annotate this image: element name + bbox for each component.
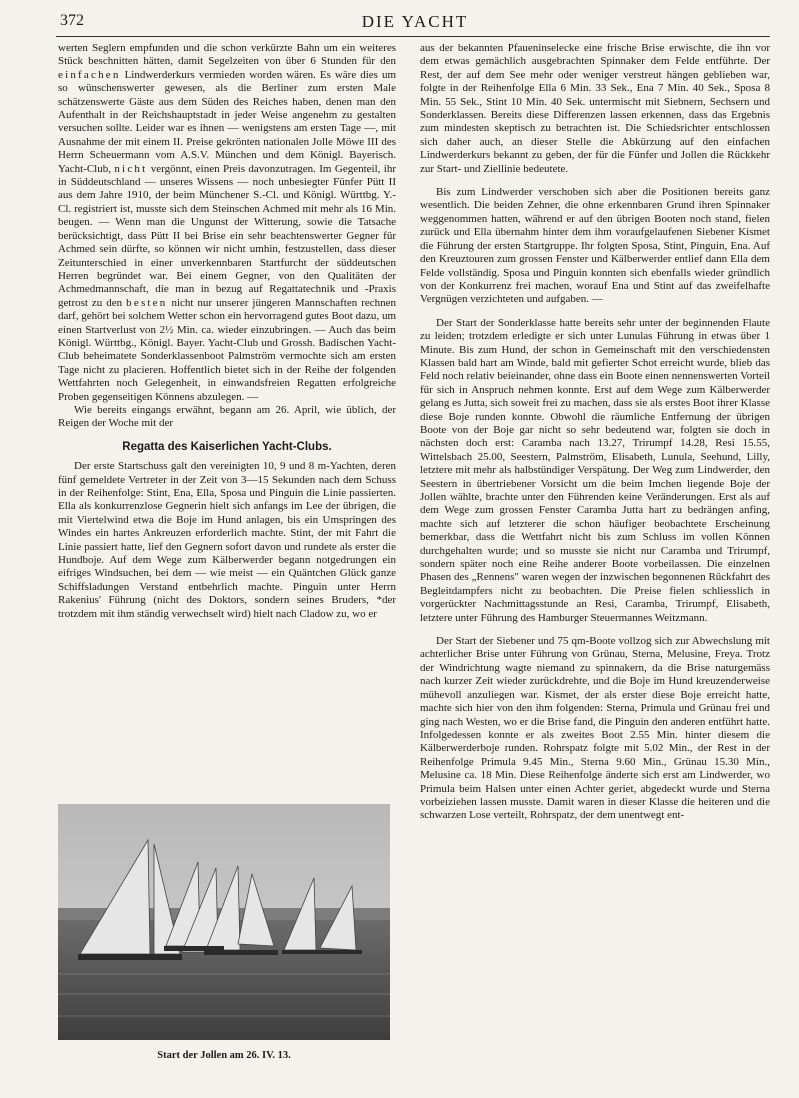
text-run: nicht nur unserer jüngeren Mannschaften rechnen darf, gehört bei solchem Wetter schon ein hervorragend gutes Boot dazu, um einen Startverlust von 2½ Min. ca. wieder einzubringen. — Auch das beim Königl. Württbg., Königl. Bayer. Yacht-Club und Grossh. Badischen Yacht-Club beheimatete Sonderklassenboot Palmström vermochte sich am ersten Tage nicht zu placieren. Hoffentlich bietet sich in der Reihe der folgenden Wettfahrten noch Gelegenheit, in einwandsfreien Regatten erfolgreiche Proben gegenseitigen Könnens abzulegen. —	[58, 296, 396, 403]
text-run: Lindwerderkurs vermieden worden wären. Es wäre dies um so wünschenswerter gewesen, als die Berliner zum ersten Male schätzenswerte Gäste aus dem Süden des Reiches haben, denen man den Aufenthalt in der Reichshauptstadt in jeder Weise angenehm zu gestalten versuchen sollte. Leider war es ihnen — wenigstens am ersten Tage —, mit Ausnahme der mit einem II. Preise gekrönten nationalen Jolle Möwe III des Herrn Scheuermann vom A.S.V. München und dem Königl. Bayerisch. Yacht-Club,	[58, 68, 396, 175]
running-title: DIE YACHT	[361, 12, 469, 31]
text-run: vergönnt, einen Preis davonzutragen. Im Gegenteil, ihr in Süddeutschland — unseres Wissens — noch unbesiegter Fünfer Pütt II aus dem Jahre 1910, der beim Münchener S.-Cl. und Königl. Württbg. Y.-Cl. registriert ist, musste sich dem Steinschen Achmed mit mehr als 16 Min. beugen. — Wenn man die Ungunst der Witterung, sowie die Tatsache berücksichtigt, dass Pütt II bei Brise ein sehr beachtenswerter Gegner für Achmed sein dürfte, so können wir nicht umhin, festzustellen, dass dieser Zeitunterschied in einer unverkennbaren Startfurcht der süddeutschen Herren begründet war. Bei einem Gegner, von den Qualitäten der Achmedmannschaft, die man in bezug auf Regattatechnik und -Praxis getrost zu den	[58, 162, 396, 309]
paragraph: Der Start der Sonderklasse hatte bereits sehr unter der beginnenden Flaute zu leiden; trotzdem erledigte er sich unter Lunulas Führung in etwas über 1 Minute. Bis zum Hund, der schon in Gemeinschaft mit den verschiedensten Klassen bald hart am Winde, bald mit gefierter Schot erreicht wurde, blieb das Feld noch relativ beieinander, ohne dass ein Boote einen nennenswerten Vorteil für sich in Anspruch nehmen konnte. Erst auf dem Wege zum Kälberwerder gelang es Jutta, sich soweit frei zu machen, dass sie als erstes Boot ihrer Klasse diese Boje runden konnte. Obwohl die räumliche Entfernung der übrigen Boote von der Boje gar nicht so sehr bedeutend war, folgten sie doch in nächsten doch erst: Caramba nach 13.27, Trirumpf 14.28, Resi 15.55, Wittelsbach 25.00, Seestern, Palmström, Elisabeth, Lunula, Seehund, Lilly, letztere mit mehr als halbstündiger Verspätung. Der Weg zum Lindwerder, den Seestern in übertriebener Vorsicht um die beim Imchen liegende Boje der Jollen wählte, brachte unter den Führenden keine Veränderungen. Erst als auf dem Wege zum grossen Fenster Caramba Jutta hart zu bedrängen anfing, machte sich auf letzterer die schon häufiger beobachtete Erscheinung bemerkbar, dass die Wettfahrt nicht bis zum Schluss im vollen Können durchgehalten wurde; und so musste sie nicht nur Caramba und Trirumpf, sondern später noch eine Reihe anderer Boote vorbeilassen. Die einzelnen Phasen des „Rennens" waren wegen der inzwischen begonnenen Rückfahrt des Begleitdampfers nicht zu beobachten. Die Preise fielen schliesslich in vorgerückter Nachmittagsstunde an Resi, Caramba, Trirumpf, Elisabeth, letztere unter Führung des Hamburger Steuermannes Weitzmann.	[420, 316, 770, 624]
paragraph: Wie bereits eingangs erwähnt, begann am 26. April, wie üblich, der Reigen der Woche mit der	[58, 403, 396, 430]
sailing-dinghies-photo	[58, 804, 390, 1040]
page-number: 372	[60, 12, 84, 29]
paragraph	[58, 42, 396, 404]
text-run: werten Seglern empfunden und die schon verkürzte Bahn um ein weiteres Stück beschnitten hätten, damit Segelzeiten von über 6 Stunden für den	[58, 42, 396, 68]
photo-figure	[58, 804, 390, 1061]
spaced-word: besten	[126, 296, 168, 309]
page-header	[60, 12, 770, 38]
paragraph: Bis zum Lindwerder verschoben sich aber die Positionen bereits ganz wesentlich. Die beiden Zehner, die ohne erkennbaren Grund ihren Spinnaker weggenommen hatten, während er auf den übrigen Booten noch stand, fielen zurück und Ella übernahm hinter dem ihm voraufgelaufenen Siebener Kismet die Führung der ersten Startgruppe. Ihr folgten Sposa, Stint, Pinguin, Ena. Auf den Kreuztouren zum grossen Fenster und Kälberwerder entlief dann Ella dem Felde vollständig. Sposa und Pinguin konnten sich ebenfalls wieder gründlich von der Konkurrenz frei machen, worauf Ena und Stint auf das zweifelhafte Vergnügen verzichteten und aufgaben. —	[420, 186, 770, 306]
spaced-word: nicht	[114, 162, 148, 175]
left-column	[58, 42, 396, 621]
paragraph: Der Start der Siebener und 75 qm-Boote vollzog sich zur Abwechslung mit achterlicher Brise unter Führung von Grünau, Sterna, Melusine, Freya. Trotz der Windrichtung wagte niemand zu spinnakern, da die Brise naturgemäss nach kurzer Zeit wieder zurückdrehte, und die Boje im Hund kreuzenderweise mühevoll anzuliegen war. Kismet, der als erster diese Boje erreicht hatte, machte sich hier von den ihm folgenden: Sterna, Primula und Grünau frei und ging nach Westen, wo er die Brise fand, die Pinguin den anderen entführt hatte. Infolgedessen konnte er als zweites Boot 2.55 Min. hinter diesem die Kälberwerderboje runden. Rohrspatz folgte mit 5.02 Min., der Rest in der Reihenfolge Primula 9.45 Min., Sterna 9.60 Min., Grünau 15.30 Min., Melusine ca. 18 Min. Diese Reihenfolge änderte sich erst am Lindwerder, wo Primula beim Halsen unter einen Achter geriet, abgedeckt wurde und Sterna vorbeiziehen lassen musste. Damit waren in dieser Klasse die heiteren und die schwarzen Lose verteilt, Rohrspatz, der dem unentwegt ent-	[420, 635, 770, 822]
paragraph: aus der bekannten Pfaueninselecke eine frische Brise erwischte, die ihn vor dem etwas gemächlich ausgebrachten Spinnaker dem Felde entführte. Der Rest, der auf dem See mehr oder weniger verstreut hängen geblieben war, folgte in der Reihenfolge Ella 6 Min. 33 Sek., Ena 7 Min. 40 Sek., Sposa 8 Min. 55 Sek., Stint 10 Min. 40 Sek. untermischt mit Siebnern, Sechsern und Sonderklassen. Bereits diese Differenzen lassen erkennen, dass das Ergebnis zum mindesten skeptisch zu betrachten ist. Die Schiedsrichter entschlossen sich daher auch, an dieser Stelle die Abkürzung auf den einfachen Lindwerderkurs bekannt zu geben, der für die Fünfer und Jollen die Rückkehr zur Start- und Ziellinie bedeutete.	[420, 42, 770, 175]
photo-caption: Start der Jollen am 26. IV. 13.	[157, 1050, 291, 1061]
spaced-word: einfachen	[58, 68, 121, 81]
paragraph: Der erste Startschuss galt den vereinigten 10, 9 und 8 m-Yachten, deren fünf gemeldete Vertreter in der Zeit von 3—15 Sekunden nach dem Schuss in der Reihenfolge: Stint, Ena, Ella, Sposa und Pinguin die Linie passierten. Ella als konkurrenzlose Gegnerin hielt sich anfangs im Lee der übrigen, die mit Viertelwind etwa die Boje im Hund anlagen, bis ein Umspringen des Windes ein hartes Ankreuzen erforderlich machte. Stint, der mit Fahrt die Linie passiert hatte, lief den Gegnern sofort davon und rundete als erster die Hundboje. Auf dem Wege zum Kälberwerder begann notgedrungen ein eifriges Windsuchen, bei dem — wie meist — ein Quäntchen Glück ganze Schiffsladungen Verstand entbehrlich machte. Pinguin unter Herrn Rakenius' Führung (nicht des Doktors, sondern seines Bruders, *der trotzdem mit ihm ständig verwechselt wird) hielt nach Cladow zu, wo er	[58, 460, 396, 620]
header-rule	[56, 36, 770, 37]
section-heading: Regatta des Kaiserlichen Yacht-Clubs.	[122, 440, 332, 453]
right-column	[420, 42, 770, 823]
